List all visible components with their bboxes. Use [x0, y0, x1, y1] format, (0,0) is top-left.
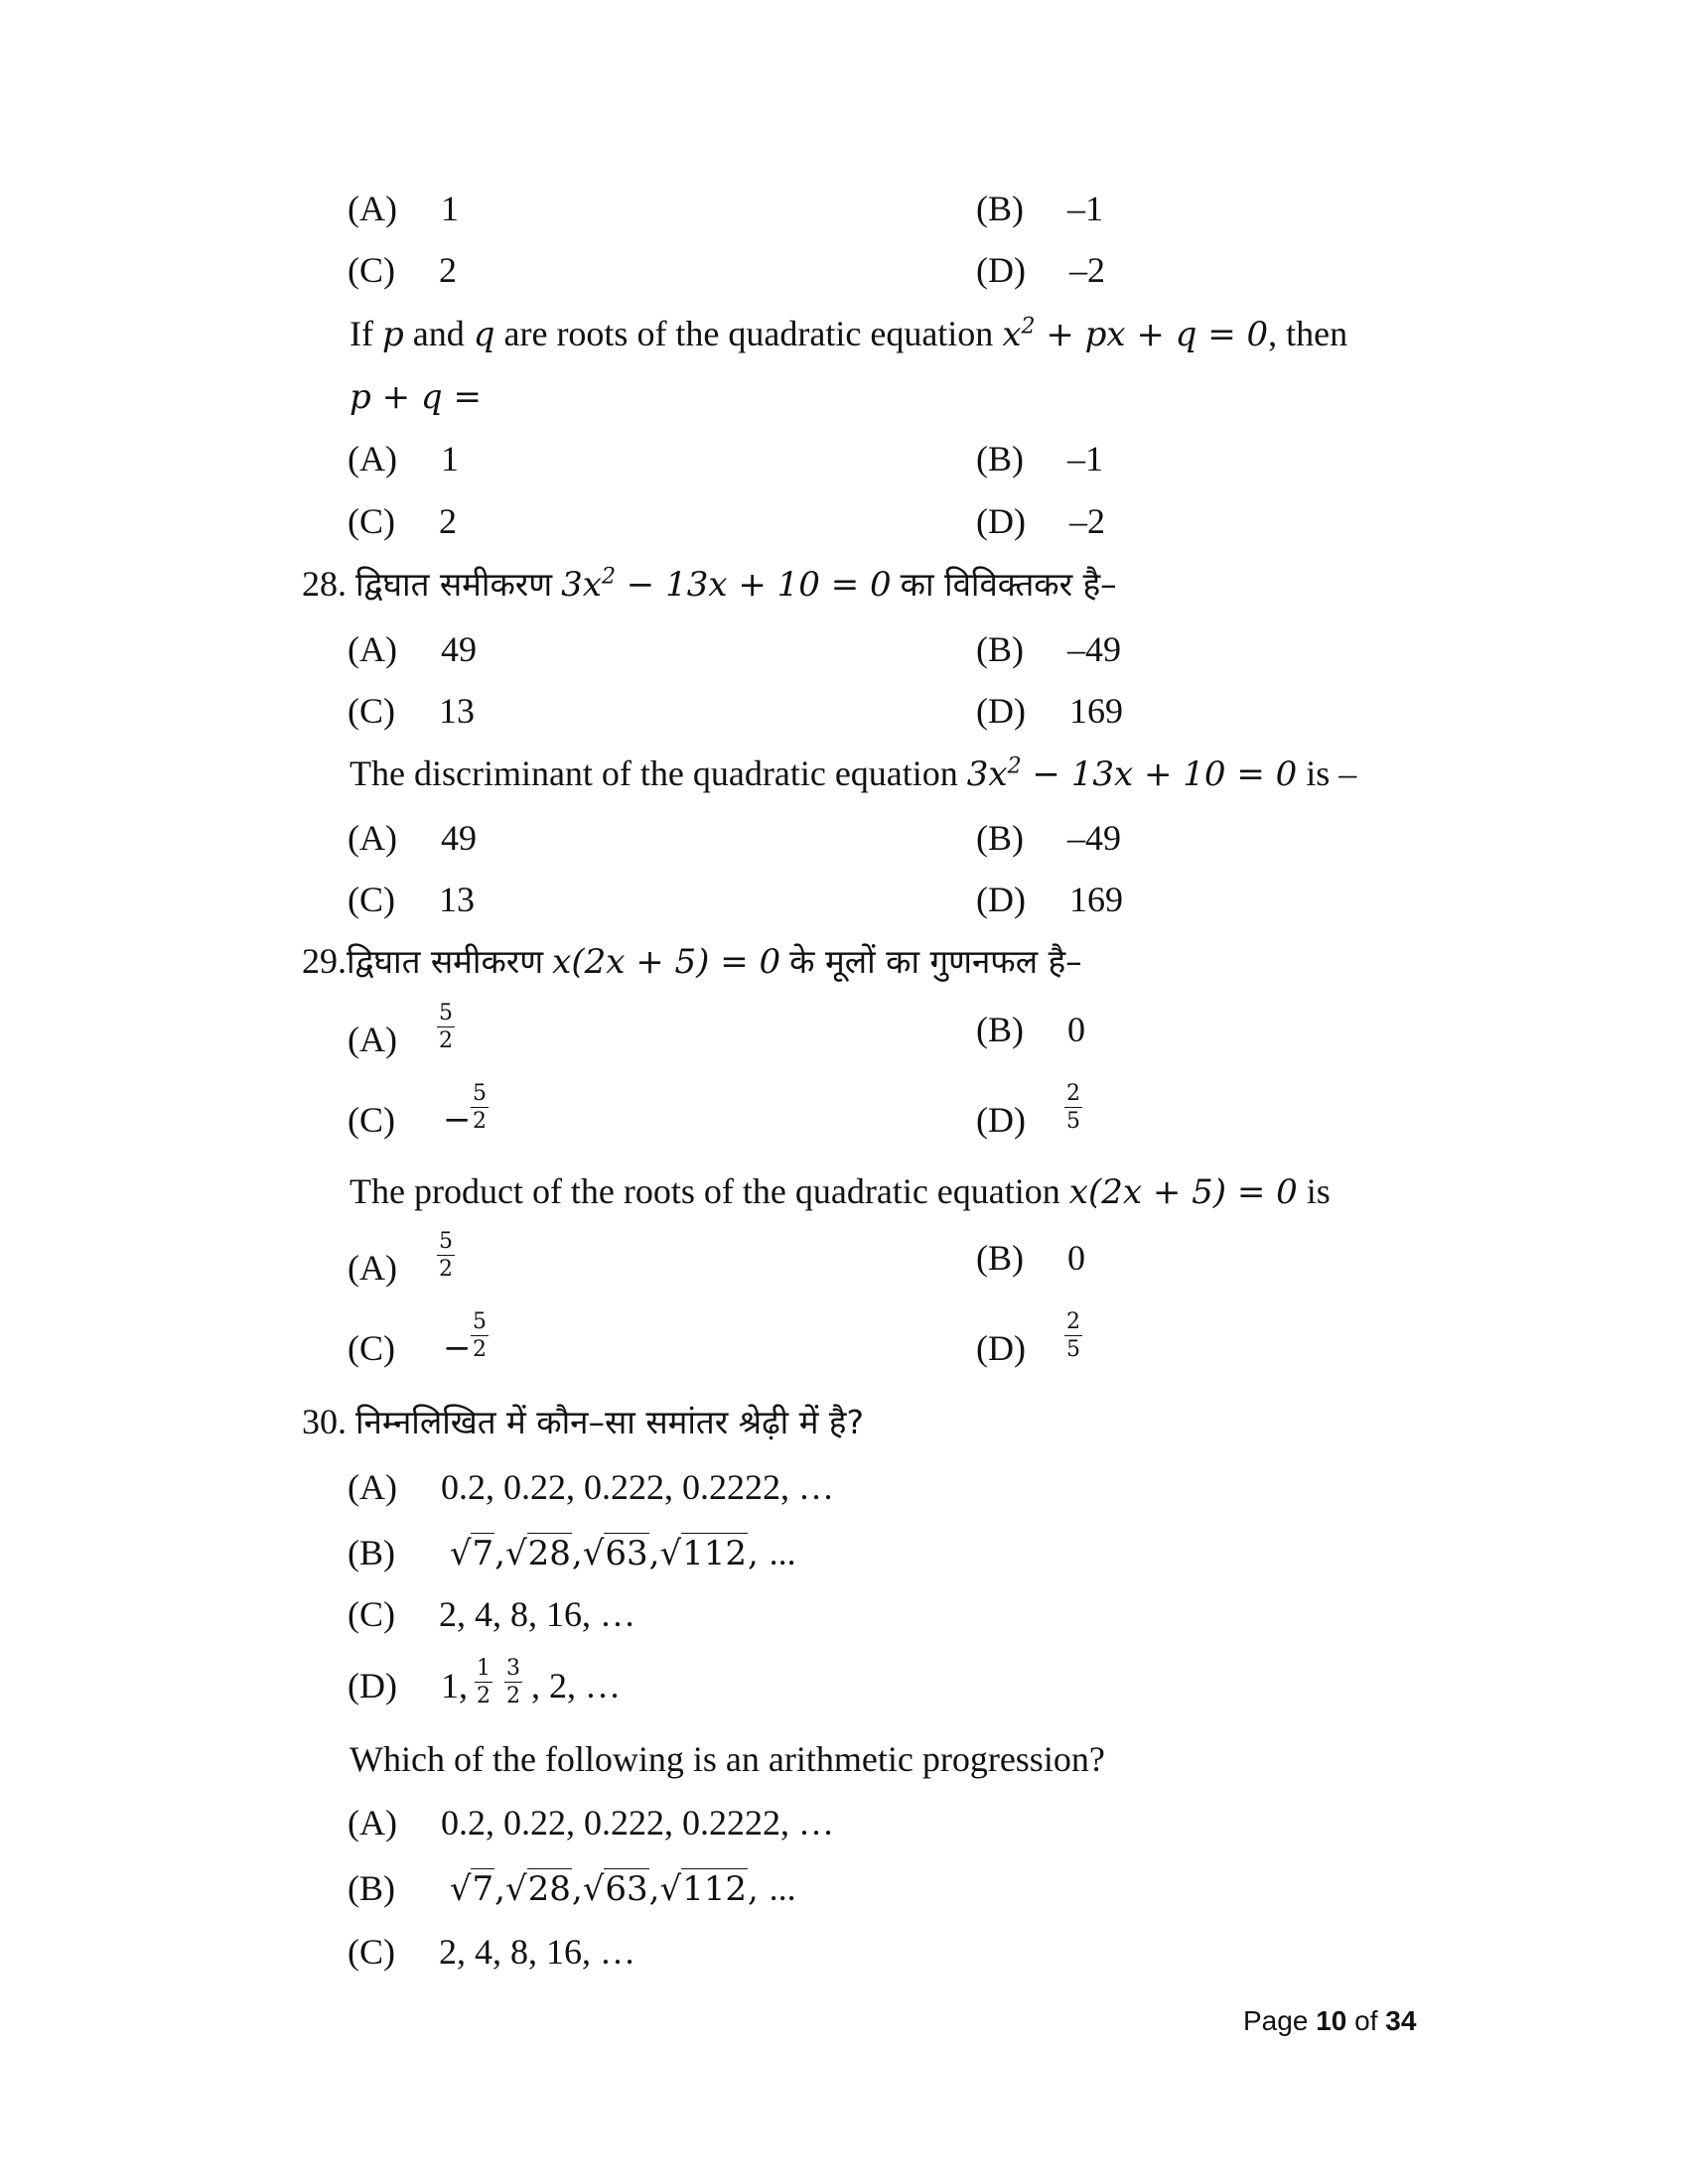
q30-en-option-b: (B) √7,√28,√63,√112, ...	[348, 1868, 796, 1909]
q29-en-option-b: (B) 0	[976, 1238, 1085, 1278]
q28-en-option-b: (B) –49	[976, 818, 1121, 858]
q27-en-option-a: (A) 1	[348, 439, 459, 478]
q30-hi-option-d-fraction-2: $\frac{3}{2}$	[506, 1656, 520, 1708]
q29-en-option-c-sign: −	[443, 1328, 472, 1368]
q30-hi-option-c: (C) 2, 4, 8, 16, …	[348, 1594, 635, 1634]
q30-hi-question: 30. निम्नलिखित में कौन–सा समांतर श्रेढ़ी में है?	[302, 1402, 864, 1441]
q28-hi-option-d: (D) 169	[976, 691, 1123, 731]
q29-hi-option-b: (B) 0	[976, 1010, 1085, 1049]
q29-en-option-a-label: (A)	[348, 1248, 397, 1288]
q29-en-option-c-label: (C)	[348, 1328, 395, 1368]
q28-en-option-d: (D) 169	[976, 880, 1123, 919]
q30-en-option-a: (A) 0.2, 0.22, 0.222, 0.2222, …	[348, 1803, 834, 1843]
q29-hi-option-a-label: (A)	[348, 1020, 397, 1059]
q29-hi-option-c-sign: −	[443, 1100, 472, 1140]
q30-hi-option-b: (B) √7,√28,√63,√112, ...	[348, 1533, 796, 1573]
q30-en-option-c: (C) 2, 4, 8, 16, …	[348, 1932, 635, 1972]
q27-en-question-line2: p + q =	[350, 377, 482, 417]
q27-en-question: If p and q are roots of the quadratic equation $x^2$ + px + q = 0, then	[350, 314, 1348, 354]
q29-en-question: The product of the roots of the quadratic equation x(2x + 5) = 0 is	[350, 1171, 1331, 1212]
q27-hi-option-c: (C) 2	[348, 250, 457, 290]
q27-en-option-d: (D) –2	[976, 501, 1105, 541]
q28-en-option-a: (A) 49	[348, 818, 477, 858]
q29-hi-option-a-fraction: $\frac{5}{2}$	[439, 1001, 453, 1053]
page-number-footer: Page 10 of 34	[1243, 2005, 1417, 2036]
q28-hi-question: 28. द्विघात समीकरण $3x^2 - 13x + 10 = 0$ का विविक्तकर है–	[302, 564, 1117, 605]
q29-hi-option-d-label: (D)	[976, 1100, 1026, 1140]
q30-hi-option-d: (D) 1, , 2, …	[348, 1666, 621, 1706]
q29-en-option-d-label: (D)	[976, 1328, 1026, 1368]
q29-hi-option-c-label: (C)	[348, 1100, 395, 1140]
q27-hi-option-b: (B) –1	[976, 189, 1103, 228]
q30-hi-option-a: (A) 0.2, 0.22, 0.222, 0.2222, …	[348, 1467, 834, 1507]
q28-en-question: The discriminant of the quadratic equation $3x^2 - 13x + 10 = 0$ is –	[350, 753, 1357, 794]
q29-en-option-d-fraction: $\frac{2}{5}$	[1066, 1309, 1080, 1362]
q29-hi-option-c-fraction: $\frac{5}{2}$	[473, 1081, 487, 1134]
q27-en-option-b: (B) –1	[976, 439, 1103, 478]
q28-hi-option-b: (B) –49	[976, 629, 1121, 669]
q29-hi-option-d-fraction: $\frac{2}{5}$	[1066, 1081, 1080, 1134]
q28-en-option-c: (C) 13	[348, 880, 475, 919]
q30-hi-option-d-fraction-1: $\frac{1}{2}$	[477, 1656, 491, 1708]
q28-hi-option-c: (C) 13	[348, 691, 475, 731]
q27-hi-option-d: (D) –2	[976, 250, 1105, 290]
q27-en-option-c: (C) 2	[348, 501, 457, 541]
q30-en-question: Which of the following is an arithmetic progression?	[350, 1739, 1105, 1779]
q28-hi-option-a: (A) 49	[348, 629, 477, 669]
q29-en-option-c-fraction: $\frac{5}{2}$	[473, 1309, 487, 1362]
q29-hi-question: 29.द्विघात समीकरण x(2x + 5) = 0 के मूलों का गुणनफल है–	[302, 941, 1082, 982]
q29-en-option-a-fraction: $\frac{5}{2}$	[439, 1229, 453, 1282]
q27-hi-option-a: (A) 1	[348, 189, 459, 228]
